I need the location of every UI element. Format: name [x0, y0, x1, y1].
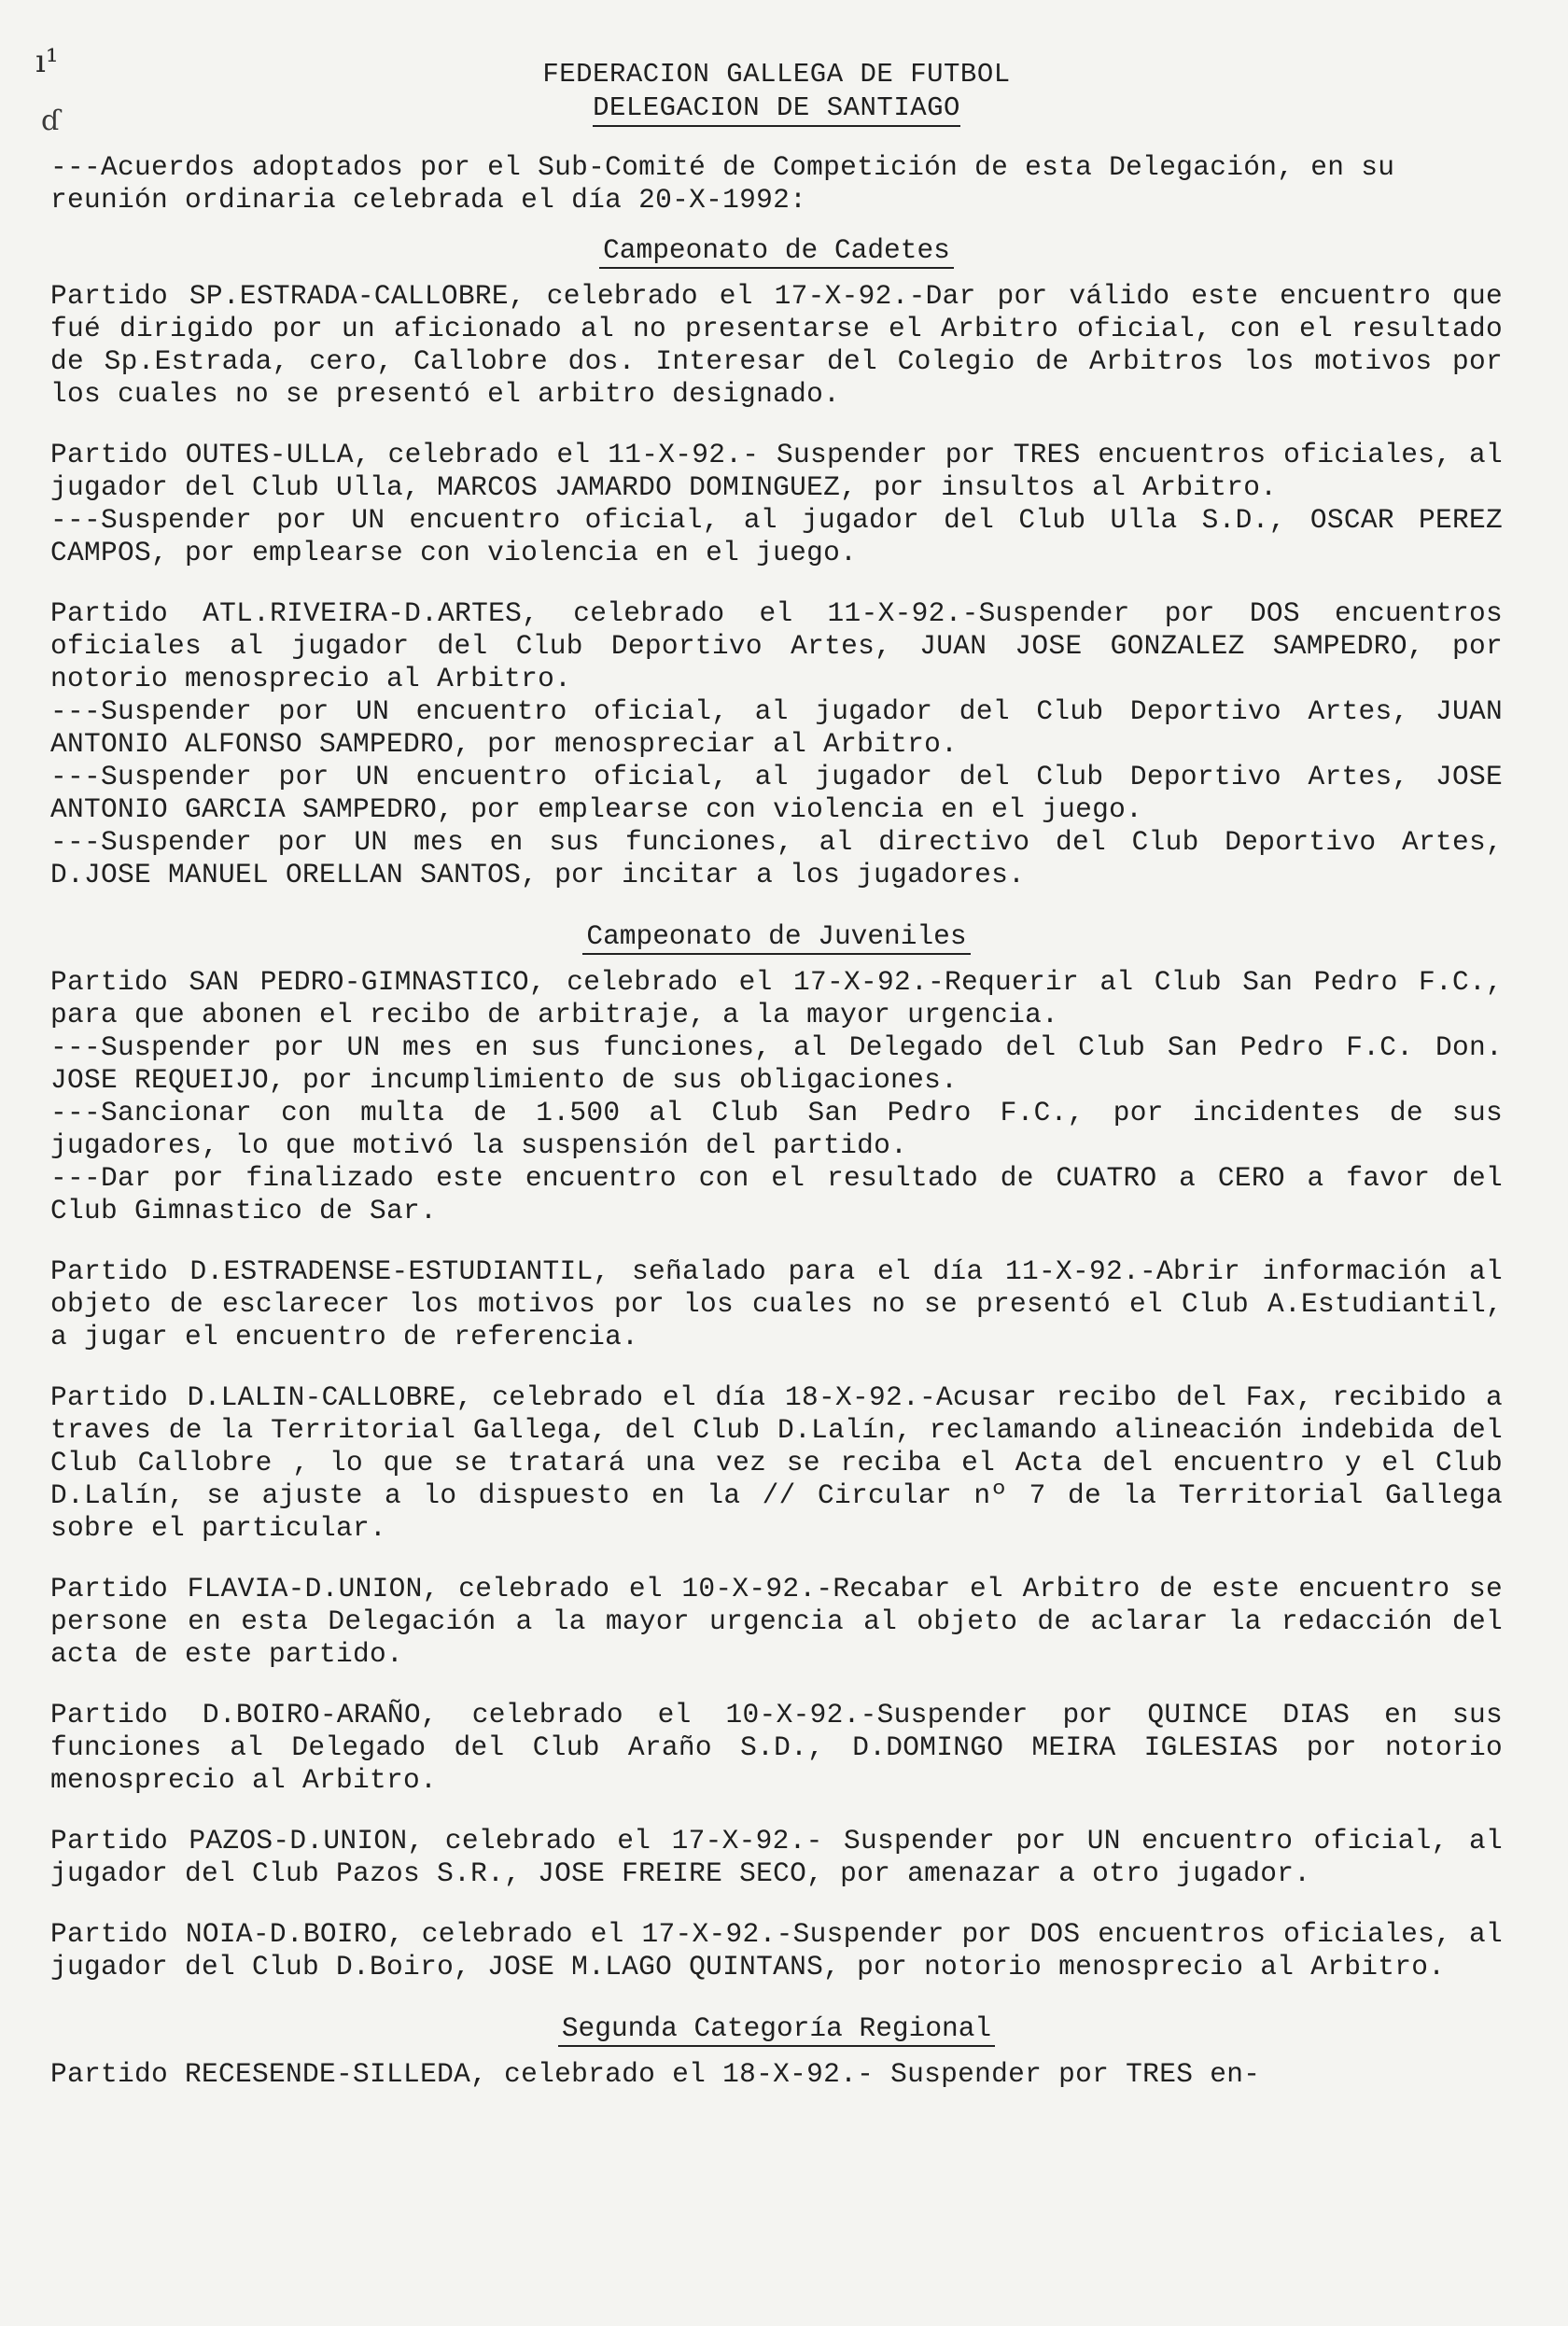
- section-cadetes: [50, 233, 1503, 891]
- entry-paragraph: ---Dar por finalizado este encuentro con el resultado de CUATRO a CERO a favor del Club Gimnastico de Sar.: [50, 1162, 1503, 1226]
- entry-paragraph: ---Suspender por UN encuentro oficial, al jugador del Club Deportivo Artes, JUAN ANTONIO ALFONSO SAMPEDRO, por menospreciar al Arbitro.: [50, 695, 1503, 760]
- entry-paragraph: ---Suspender por UN encuentro oficial, al jugador del Club Deportivo Artes, JOSE ANTONIO GARCIA SAMPEDRO, por emplearse con violencia en el juego.: [50, 761, 1503, 825]
- entry-paragraph: ---Sancionar con multa de 1.500 al Club San Pedro F.C., por incidentes de sus jugadores, lo que motivó la suspensión del partido.: [50, 1097, 1503, 1161]
- entry-paragraph: Partido FLAVIA-D.UNION, celebrado el 10-X-92.-Recabar el Arbitro de este encuentro se persone en esta Delegación a la mayor urgencia al objeto de aclarar la redacción del acta de este partido.: [50, 1573, 1503, 1670]
- delegation-name: DELEGACION DE SANTIAGO: [593, 91, 960, 127]
- match-entry: [50, 1825, 1503, 1890]
- section-title: Segunda Categoría Regional: [50, 2011, 1503, 2045]
- entry-paragraph: Partido RECESENDE-SILLEDA, celebrado el 18-X-92.- Suspender por TRES en-: [50, 2058, 1261, 2090]
- entry-paragraph: Partido D.BOIRO-ARAÑO, celebrado el 10-X-92.-Suspender por QUINCE DIAS en sus funciones al Delegado del Club Araño S.D., D.DOMINGO MEIRA IGLESIAS por notorio menosprecio al Arbitro.: [50, 1699, 1503, 1796]
- match-entry: [50, 1918, 1503, 1983]
- entry-paragraph: Partido D.LALIN-CALLOBRE, celebrado el día 18-X-92.-Acusar recibo del Fax, recibido a traves de la Territorial Gallega, del Club D.Lalín, reclamando alineación indebida del Club Callobre , lo que se tratará una vez se reciba el Acta del encuentro y el Club D.Lalín, se ajuste a lo dispuesto en la // Circular nº 7 de la Territorial Gallega sobre el particular.: [50, 1381, 1503, 1544]
- match-entry: [50, 966, 1503, 1227]
- entry-paragraph: Partido OUTES-ULLA, celebrado el 11-X-92.- Suspender por TRES encuentros oficiales, al jugador del Club Ulla, MARCOS JAMARDO DOMINGUEZ, por insultos al Arbitro.: [50, 439, 1503, 503]
- match-entry: [50, 597, 1503, 891]
- entry-paragraph: ---Suspender por UN mes en sus funciones, al Delegado del Club San Pedro F.C. Don. JOSE REQUEIJO, por incumplimiento de sus obligaciones.: [50, 1031, 1503, 1096]
- entry-paragraph: ---Suspender por UN encuentro oficial, al jugador del Club Ulla S.D., OSCAR PEREZ CAMPOS, por emplearse con violencia en el juego.: [50, 504, 1503, 568]
- entry-paragraph: Partido NOIA-D.BOIRO, celebrado el 17-X-92.-Suspender por DOS encuentros oficiales, al jugador del Club D.Boiro, JOSE M.LAGO QUINTANS, por notorio menosprecio al Arbitro.: [50, 1918, 1503, 1983]
- letterhead: [50, 58, 1503, 127]
- section-segunda-regional: [50, 2011, 1503, 2091]
- entry-paragraph: Partido PAZOS-D.UNION, celebrado el 17-X-92.- Suspender por UN encuentro oficial, al jugador del Club Pazos S.R., JOSE FREIRE SECO, por amenazar a otro jugador.: [50, 1825, 1503, 1889]
- match-entry: [50, 280, 1503, 411]
- match-entry: [50, 1699, 1503, 1797]
- handwritten-mark-icon: ı¹: [35, 43, 59, 80]
- section-title: Campeonato de Juveniles: [50, 919, 1503, 953]
- intro-paragraph: ---Acuerdos adoptados por el Sub-Comité de Competición de esta Delegación, en su reunión ordinaria celebrada el día 20-X-1992:: [50, 151, 1395, 216]
- match-entry: [50, 1381, 1503, 1545]
- match-entry: [50, 439, 1503, 569]
- entry-paragraph: Partido D.ESTRADENSE-ESTUDIANTIL, señalado para el día 11-X-92.-Abrir información al objeto de esclarecer los motivos por los cuales no se presentó el Club A.Estudiantil, a jugar el encuentro de referencia.: [50, 1255, 1503, 1352]
- match-entry: [50, 1573, 1503, 1671]
- entry-paragraph: ---Suspender por UN mes en sus funciones, al directivo del Club Deportivo Artes, D.JOSE MANUEL ORELLAN SANTOS, por incitar a los jugadores.: [50, 826, 1503, 890]
- organization-name: FEDERACION GALLEGA DE FUTBOL: [542, 59, 1011, 90]
- entry-paragraph: Partido SP.ESTRADA-CALLOBRE, celebrado el 17-X-92.-Dar por válido este encuentro que fué dirigido por un aficionado al no presentarse el Arbitro oficial, con el resultado de Sp.Estrada, cero, Callobre dos. Interesar del Colegio de Arbitros los motivos por los cuales no se presentó el arbitro designado.: [50, 280, 1503, 410]
- match-entry: [50, 1255, 1503, 1353]
- handwritten-mark-icon: ɗ: [41, 105, 61, 137]
- section-juveniles: [50, 919, 1503, 1983]
- section-title: Campeonato de Cadetes: [50, 233, 1503, 267]
- entry-paragraph: Partido ATL.RIVEIRA-D.ARTES, celebrado el 11-X-92.-Suspender por DOS encuentros oficiales al jugador del Club Deportivo Artes, JUAN JOSE GONZALEZ SAMPEDRO, por notorio menosprecio al Arbitro.: [50, 597, 1503, 694]
- match-entry: [50, 2058, 1503, 2091]
- entry-paragraph: Partido SAN PEDRO-GIMNASTICO, celebrado el 17-X-92.-Requerir al Club San Pedro F.C., para que abonen el recibo de arbitraje, a la mayor urgencia.: [50, 966, 1503, 1030]
